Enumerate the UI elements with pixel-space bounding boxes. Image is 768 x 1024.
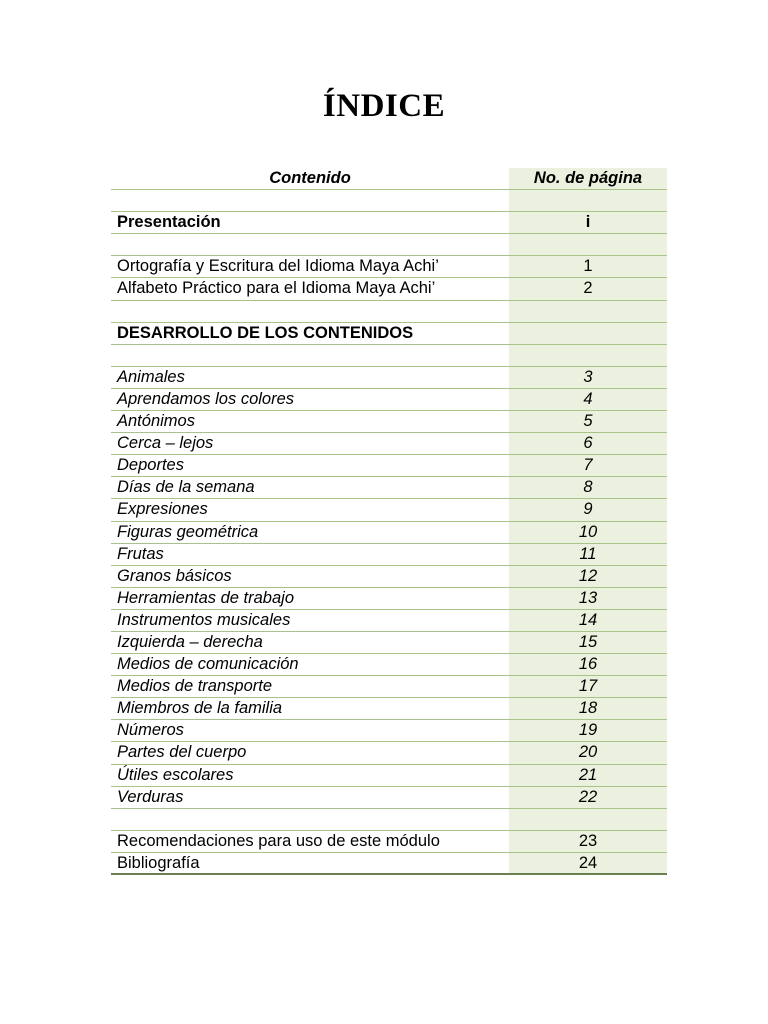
row-label: Izquierda – derecha <box>117 632 263 651</box>
row-label <box>111 301 509 322</box>
row-label: DESARROLLO DE LOS CONTENIDOS <box>117 323 414 342</box>
row-page-number: 10 <box>509 522 667 543</box>
row-page-number: 19 <box>509 720 667 741</box>
row-page-number: 22 <box>509 787 667 808</box>
row-label: Útiles escolares <box>117 765 234 784</box>
row-label: Bibliografía <box>117 853 200 872</box>
table-row <box>111 278 667 300</box>
table-row <box>111 566 667 588</box>
column-header-pagina: No. de página <box>509 168 667 189</box>
table-row <box>111 389 667 411</box>
row-label: Miembros de la familia <box>117 699 283 718</box>
table-row <box>111 765 667 787</box>
table-row <box>111 411 667 433</box>
row-page-number: 5 <box>509 411 667 432</box>
row-page-number: 1 <box>509 256 667 277</box>
table-row <box>111 190 667 212</box>
row-page-number <box>509 323 667 344</box>
row-label: Expresiones <box>117 500 208 519</box>
row-label: Figuras geométrica <box>117 522 259 541</box>
row-label <box>111 809 509 830</box>
row-page-number: 8 <box>509 477 667 498</box>
table-row <box>111 787 667 809</box>
table-header <box>111 168 667 190</box>
row-page-number: 11 <box>509 544 667 565</box>
table-row <box>111 323 667 345</box>
row-page-number <box>509 234 667 255</box>
table-of-contents <box>111 168 667 875</box>
row-label: Alfabeto Práctico para el Idioma Maya Achi’ <box>117 279 436 298</box>
row-label: Deportes <box>117 456 184 475</box>
table-row <box>111 831 667 853</box>
row-page-number <box>509 809 667 830</box>
row-label <box>111 345 509 366</box>
row-label <box>111 190 509 211</box>
row-page-number: 2 <box>509 278 667 299</box>
row-page-number: 23 <box>509 831 667 852</box>
row-label: Verduras <box>117 787 184 806</box>
row-page-number: 14 <box>509 610 667 631</box>
row-page-number: 15 <box>509 632 667 653</box>
row-label: Antónimos <box>117 412 195 431</box>
table-row <box>111 654 667 676</box>
row-label <box>111 234 509 255</box>
table-body <box>111 190 667 875</box>
table-row <box>111 477 667 499</box>
row-page-number: i <box>509 212 667 233</box>
row-label: Medios de comunicación <box>117 655 299 674</box>
row-label: Instrumentos musicales <box>117 610 291 629</box>
table-row <box>111 234 667 256</box>
table-row <box>111 588 667 610</box>
table-row <box>111 367 667 389</box>
row-page-number: 24 <box>509 853 667 873</box>
page-title: ÍNDICE <box>322 88 446 124</box>
row-label: Presentación <box>117 213 221 232</box>
table-row <box>111 742 667 764</box>
table-row <box>111 698 667 720</box>
row-page-number: 18 <box>509 698 667 719</box>
row-page-number: 13 <box>509 588 667 609</box>
table-row <box>111 256 667 278</box>
row-label: Frutas <box>117 544 164 563</box>
column-header-contenido: Contenido <box>269 169 351 187</box>
row-page-number: 17 <box>509 676 667 697</box>
table-row <box>111 455 667 477</box>
row-label: Aprendamos los colores <box>117 389 295 408</box>
row-label: Números <box>117 721 184 740</box>
row-page-number: 16 <box>509 654 667 675</box>
row-label: Partes del cuerpo <box>117 743 247 762</box>
table-row <box>111 301 667 323</box>
table-row <box>111 433 667 455</box>
row-page-number: 20 <box>509 742 667 763</box>
row-label: Herramientas de trabajo <box>117 588 295 607</box>
row-label: Recomendaciones para uso de este módulo <box>117 831 440 850</box>
table-row <box>111 632 667 654</box>
table-row <box>111 720 667 742</box>
row-page-number: 9 <box>509 499 667 520</box>
row-page-number <box>509 301 667 322</box>
row-page-number: 12 <box>509 566 667 587</box>
table-row <box>111 499 667 521</box>
table-row <box>111 676 667 698</box>
row-page-number: 21 <box>509 765 667 786</box>
table-row <box>111 853 667 875</box>
row-page-number <box>509 345 667 366</box>
row-page-number: 4 <box>509 389 667 410</box>
row-page-number: 7 <box>509 455 667 476</box>
row-label: Días de la semana <box>117 478 255 497</box>
row-label: Cerca – lejos <box>117 434 214 453</box>
row-label: Medios de transporte <box>117 677 273 696</box>
table-row <box>111 610 667 632</box>
table-row <box>111 212 667 234</box>
row-label: Ortografía y Escritura del Idioma Maya Achi’ <box>117 257 439 276</box>
table-row <box>111 345 667 367</box>
row-page-number <box>509 190 667 211</box>
row-label: Animales <box>117 367 185 386</box>
row-page-number: 3 <box>509 367 667 388</box>
row-label: Granos básicos <box>117 566 232 585</box>
table-row <box>111 809 667 831</box>
table-row <box>111 522 667 544</box>
row-page-number: 6 <box>509 433 667 454</box>
table-row <box>111 544 667 566</box>
